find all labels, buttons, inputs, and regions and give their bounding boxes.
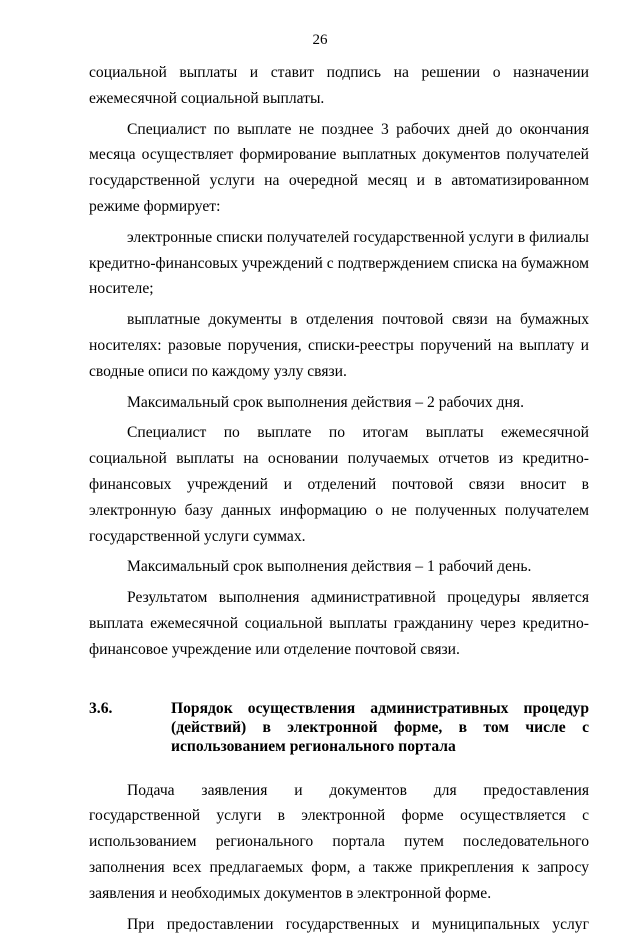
paragraph-electronic-submission: Подача заявления и документов для предоставления государственной услуги в электронной форме осуществляется с использованием регионального портала путем последовательного заполнения всех предлагаемых форм, а также прикрепления к запросу заявления и необходимых документов в электронной форме. bbox=[89, 781, 589, 902]
page-number: 26 bbox=[312, 32, 328, 48]
paragraph-continuation: социальной выплаты и ставит подпись на решении о назначении ежемесячной социальной выплаты. bbox=[89, 64, 589, 107]
paragraph-payment-documents: выплатные документы в отделения почтовой связи на бумажных носителях: разовые поручения, списки-реестры поручений на выплату и сводные описи по каждому узлу связи. bbox=[89, 311, 589, 380]
paragraph-specialist-formation: Специалист по выплате не позднее 3 рабочих дней до окончания месяца осуществляет формирование выплатных документов получателей государственной услуги на очередной месяц и в автоматизированном режиме формирует: bbox=[89, 120, 589, 215]
paragraph-electronic-lists: электронные списки получателей государственной услуги в филиалы кредитно-финансовых учреждений с подтверждением списка на бумажном носителе; bbox=[89, 228, 589, 298]
paragraph-max-term-2-days: Максимальный срок выполнения действия – 2 рабочих дня. bbox=[127, 393, 524, 411]
section-gap-bottom bbox=[89, 756, 589, 778]
paragraph-procedure-result: Результатом выполнения административной процедуры является выплата ежемесячной социальной выплаты гражданину через кредитно-финансовое учреждение или отделение почтовой связи. bbox=[89, 589, 589, 658]
section-number: 3.6. bbox=[89, 699, 113, 717]
paragraph-specialist-results: Специалист по выплате по итогам выплаты ежемесячной социальной выплаты на основании получаемых отчетов из кредитно-финансовых учреждений и отделений почтовой связи вносит в электронную базу данных информацию о не полученных получателем государственной услуги суммах. bbox=[89, 424, 589, 545]
paragraph-provision-services: При предоставлении государственных и муниципальных услуг bbox=[127, 915, 589, 933]
section-gap-top bbox=[89, 663, 589, 699]
section-title: Порядок осуществления административных процедур (действий) в электронной форме, в том числе с использованием регионального портала bbox=[171, 699, 589, 755]
paragraph-max-term-1-day: Максимальный срок выполнения действия – 1 рабочий день. bbox=[127, 558, 532, 576]
section-heading bbox=[89, 699, 589, 756]
page-content bbox=[89, 60, 589, 937]
